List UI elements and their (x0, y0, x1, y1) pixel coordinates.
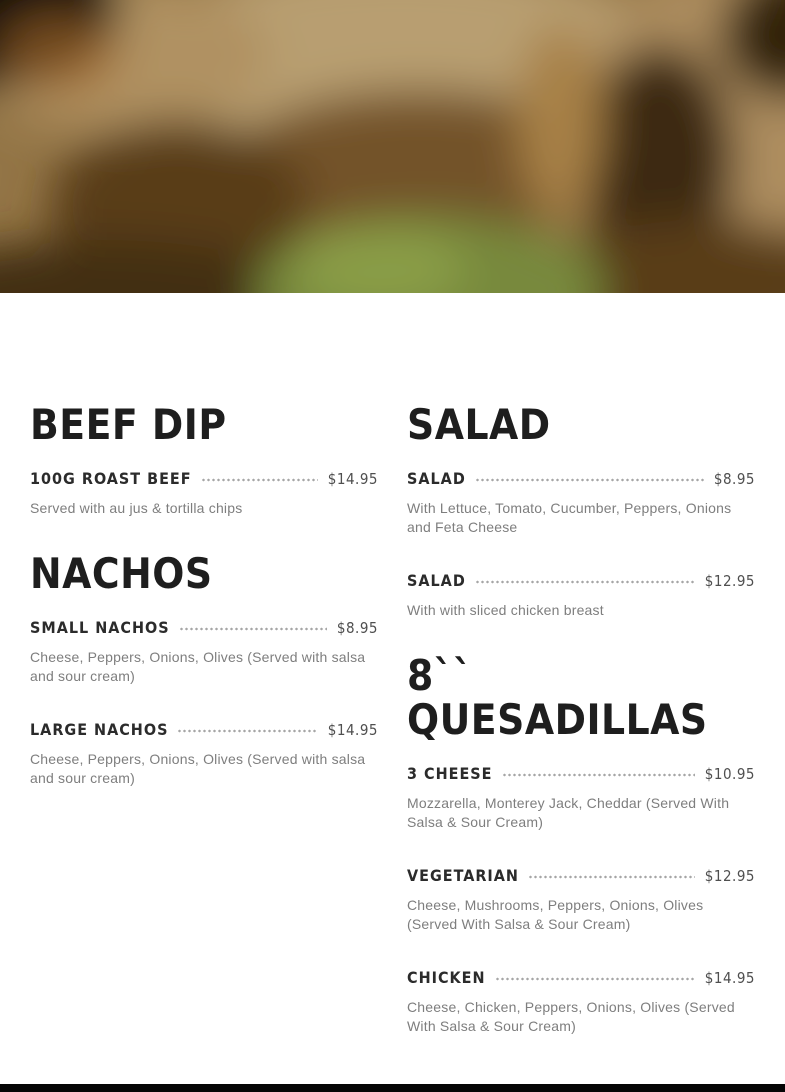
dotted-leader (475, 478, 704, 482)
menu-item (407, 469, 755, 537)
menu-item-price: $14.95 (327, 721, 378, 740)
section-title-nachos: NACHOS (30, 549, 213, 599)
menu-item-description: Cheese, Chicken, Peppers, Onions, Olives (Served With Salsa & Sour Cream) (407, 999, 735, 1035)
menu-item-description: With with sliced chicken breast (407, 602, 604, 619)
menu-item-row (407, 764, 755, 784)
menu-item-price: $12.95 (704, 572, 755, 591)
dotted-leader (201, 478, 318, 482)
menu-item (407, 968, 755, 1036)
menu-item-row (407, 571, 755, 591)
menu-item-description: Cheese, Peppers, Onions, Olives (Served with salsa and sour cream) (30, 649, 366, 685)
menu-item (407, 764, 755, 832)
section-title-quesadillas: 8`` QUESADILLAS (407, 651, 708, 745)
menu-item (30, 618, 378, 686)
nachos-photo-illustration (0, 0, 785, 293)
dotted-leader (475, 580, 695, 584)
menu-item-description: Mozzarella, Monterey Jack, Cheddar (Served With Salsa & Sour Cream) (407, 795, 730, 831)
menu-item-name: SMALL NACHOS (30, 618, 170, 638)
menu-item-name: 100G ROAST BEEF (30, 469, 192, 489)
dotted-leader (179, 627, 327, 631)
menu-item (30, 469, 378, 518)
section-title-salad: SALAD (407, 400, 551, 449)
menu-item-description: Served with au jus & tortilla chips (30, 500, 243, 517)
menu-item-row (30, 720, 378, 740)
footer-bar (0, 1084, 785, 1092)
menu-item-price: $10.95 (704, 765, 755, 784)
menu-item (30, 720, 378, 788)
menu-grid (0, 400, 785, 1070)
menu-column-left (30, 400, 378, 1070)
menu-item-row (407, 469, 755, 489)
menu-item-description: Cheese, Peppers, Onions, Olives (Served with salsa and sour cream) (30, 751, 366, 787)
menu-column-right (407, 400, 755, 1070)
menu-item (407, 866, 755, 934)
menu-item-row (30, 469, 378, 489)
dotted-leader (502, 773, 695, 777)
menu-item-price: $14.95 (704, 969, 755, 988)
menu-item-name: VEGETARIAN (407, 866, 519, 886)
menu-item-row (407, 968, 755, 988)
menu-item-description: Cheese, Mushrooms, Peppers, Onions, Olives (Served With Salsa & Sour Cream) (407, 897, 704, 933)
menu-item-name: LARGE NACHOS (30, 720, 169, 740)
section-title-beef-dip: BEEF DIP (30, 400, 227, 449)
dotted-leader (495, 977, 695, 981)
menu-item-price: $14.95 (327, 470, 378, 489)
menu-item-name: SALAD (407, 469, 466, 489)
menu-item (407, 571, 755, 620)
dotted-leader (528, 875, 695, 879)
menu-item-name: SALAD (407, 571, 466, 591)
menu-item-description: With Lettuce, Tomato, Cucumber, Peppers, Onions and Feta Cheese (407, 500, 732, 536)
menu-item-price: $8.95 (713, 470, 755, 489)
dotted-leader (177, 729, 317, 733)
hero-image (0, 0, 785, 293)
menu-item-row (407, 866, 755, 886)
menu-item-name: CHICKEN (407, 968, 486, 988)
menu-item-name: 3 CHEESE (407, 764, 493, 784)
menu-item-price: $8.95 (336, 619, 378, 638)
menu-item-price: $12.95 (704, 867, 755, 886)
menu-item-row (30, 618, 378, 638)
